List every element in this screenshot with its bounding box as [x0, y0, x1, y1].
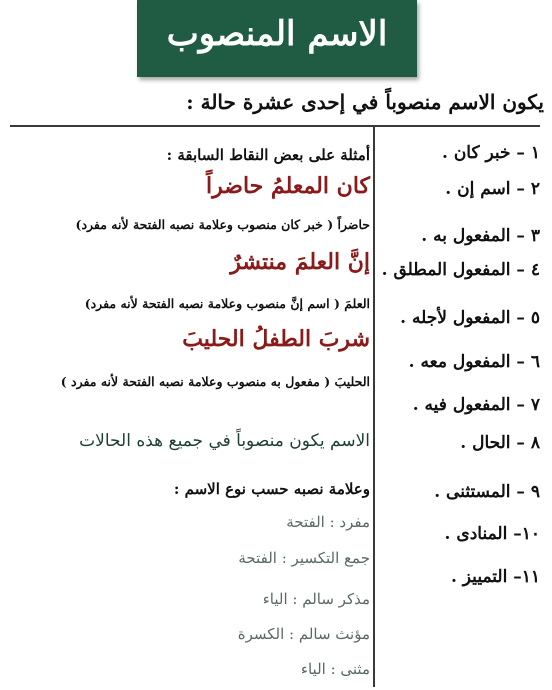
example-note: العلمَ ( اسم إنَّ منصوب وعلامة نصبه الفتحة لأنه مفرد) [84, 296, 370, 311]
case-item: ١ – خبر كان . [441, 143, 540, 163]
examples-heading: أمثلة على بعض النقاط السابقة : [166, 146, 370, 164]
title-banner [137, 0, 417, 77]
example-sentence: كان المعلمُ حاضراً [206, 173, 370, 199]
case-item: ٩ – المستثنى . [434, 482, 540, 502]
example-sentence: شربَ الطفلُ الحليبَ [182, 326, 370, 352]
example-sentence: إنَّ العلمَ منتشرٌ [230, 249, 370, 275]
case-item: ٢ – اسم إن . [445, 179, 540, 199]
case-item: ٦ – المفعول معه . [408, 352, 540, 372]
page-title: الاسم المنصوب [166, 14, 388, 54]
sign-item: مؤنث سالم : الكسرة [237, 625, 370, 643]
example-note: الحليبَ ( مفعول به منصوب وعلامة نصبه الفتحة لأنه مفرد ) [60, 374, 370, 389]
sign-item: مثنى : الياء [300, 660, 370, 678]
sign-item: مفرد : الفتحة [286, 513, 370, 531]
example-note: حاضراً ( خبر كان منصوب وعلامة نصبه الفتحة لأنه مفرد) [75, 217, 370, 232]
case-item: ٧ – المفعول فيه . [412, 395, 540, 415]
sign-item: جمع التكسير : الفتحة [238, 549, 370, 567]
intro-text: يكون الاسم منصوباً في إحدى عشرة حالة : [186, 90, 544, 114]
case-item: ٨ – الحال . [460, 433, 540, 453]
header-divider [10, 125, 540, 127]
case-item: ٤ – المفعول المطلق . [381, 260, 540, 280]
case-item: ١٠– المنادى . [444, 524, 540, 544]
column-divider [373, 127, 375, 687]
summary-line: الاسم يكون منصوباً في جميع هذه الحالات [79, 431, 370, 451]
case-item: ٣ – المفعول به . [421, 226, 540, 246]
case-item: ٥ – المفعول لأجله . [400, 308, 540, 328]
summary-line: وعلامة نصبه حسب نوع الاسم : [173, 480, 370, 498]
sign-item: مذكر سالم : الياء [262, 590, 370, 608]
case-item: ١١– التمييز . [450, 567, 540, 587]
